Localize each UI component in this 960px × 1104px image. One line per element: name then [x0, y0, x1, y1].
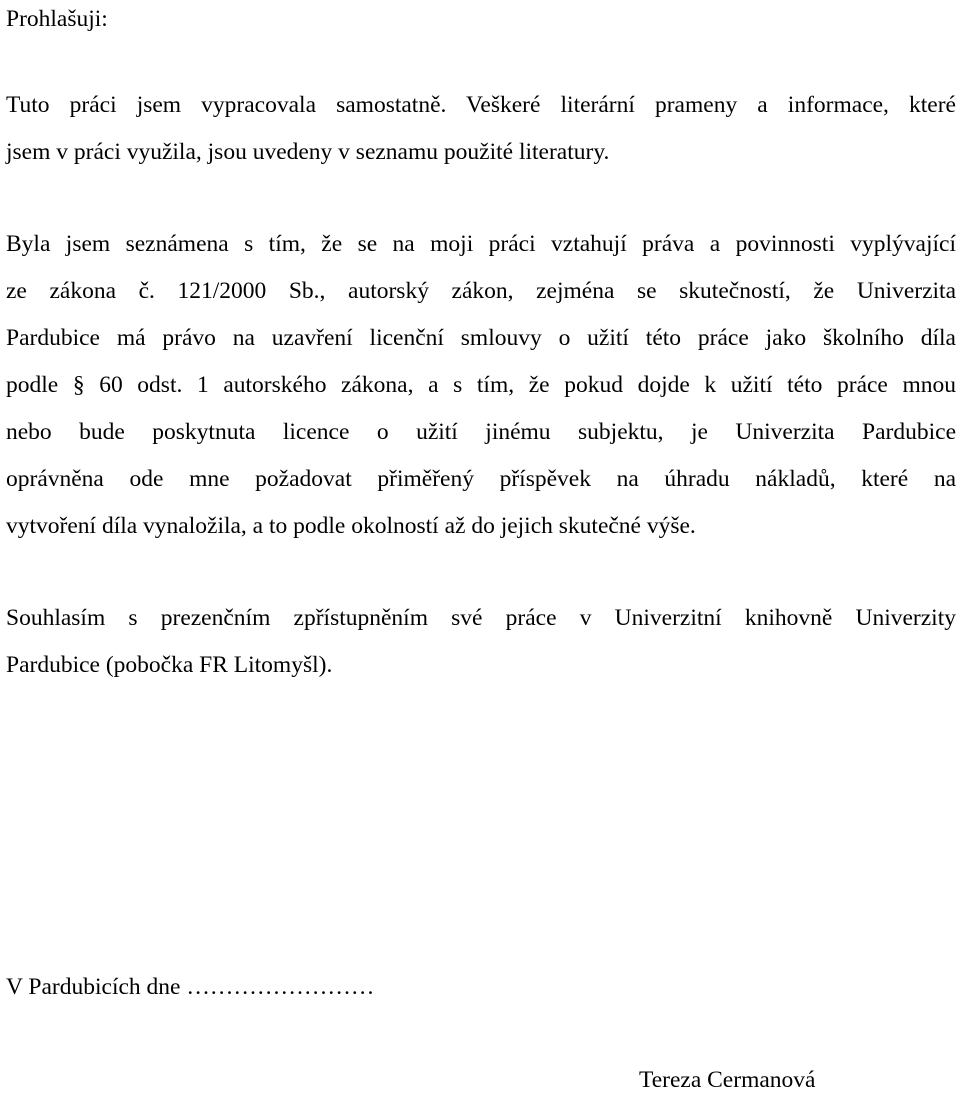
text-line: Souhlasím s prezenčním zpřístupněním své práce v Univerzitní knihovně Univerzity [6, 605, 956, 631]
text-line: vytvoření díla vynaložila, a to podle okolností až do jejich skutečné výše. [6, 513, 696, 539]
text-line: Byla jsem seznámena s tím, že se na moji práci vztahují práva a povinnosti vyplývající [6, 231, 956, 257]
author-name: Tereza Cermanová [639, 1067, 816, 1093]
text-line: Tuto práci jsem vypracovala samostatně. Veškeré literární prameny a informace, které [6, 92, 956, 118]
text-line: podle § 60 odst. 1 autorského zákona, a s tím, že pokud dojde k užití této práce mnou [6, 372, 956, 398]
text-line: jsem v práci využila, jsou uvedeny v seznamu použité literatury. [6, 139, 610, 165]
text-line: oprávněna ode mne požadovat přiměřený příspěvek na úhradu nákladů, které na [6, 466, 956, 492]
paragraph-independent-work [6, 82, 956, 176]
heading-text: Prohlašuji: [6, 6, 108, 32]
text-line: nebo bude poskytnuta licence o užití jinému subjektu, je Univerzita Pardubice [6, 419, 956, 445]
place-date-line: V Pardubicích dne …………………… [6, 974, 375, 1000]
text-line: Pardubice (pobočka FR Litomyšl). [6, 652, 333, 678]
paragraph-copyright-act [6, 221, 956, 550]
text-line: ze zákona č. 121/2000 Sb., autorský zákon, zejména se skutečností, že Univerzita [6, 278, 956, 304]
declaration-heading [6, 0, 956, 43]
paragraph-library-consent [6, 595, 956, 689]
text-line: Pardubice má právo na uzavření licenční smlouvy o užití této práce jako školního díla [6, 325, 956, 351]
